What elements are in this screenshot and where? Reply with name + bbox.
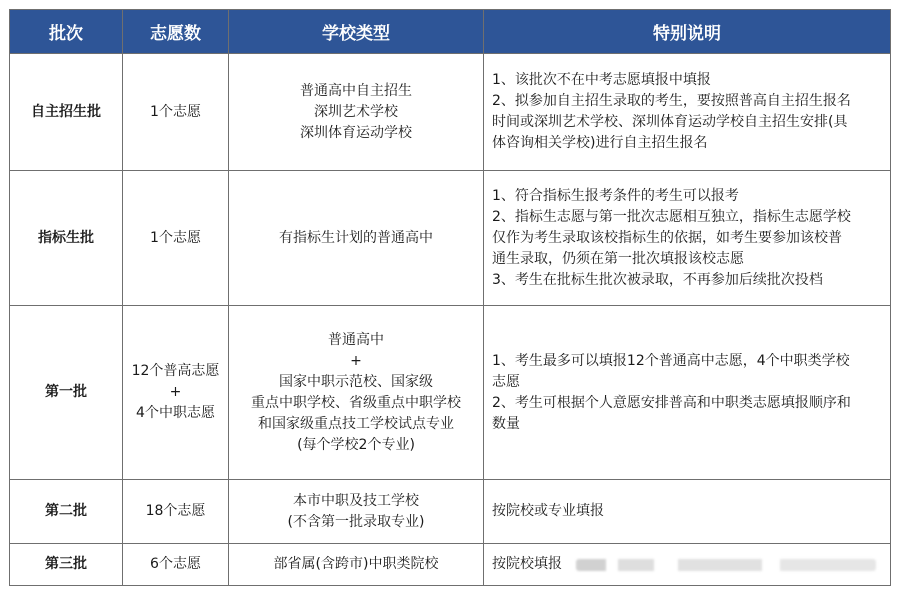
wish-count-cell: 1个志愿 [123,54,229,171]
notes-cell: 1、考生最多可以填报12个普通高中志愿，4个中职类学校 志愿 2、考生可根据个人意愿安排普高和中职类志愿填报顺序和 数量 [484,306,891,480]
header-wish-count: 志愿数 [123,10,229,54]
table-header-row [10,10,891,54]
table-row [10,54,891,171]
notes-cell: 1、该批次不在中考志愿填报中填报 2、拟参加自主招生录取的考生，要按照普高自主招生报名 时间或深圳艺术学校、深圳体育运动学校自主招生安排(具 体咨询相关学校)进行自主招生报名 [484,54,891,171]
batch-cell: 第一批 [10,306,123,480]
wish-count-cell: 18个志愿 [123,480,229,544]
table-row [10,171,891,306]
notes-cell: 按院校填报 [484,544,891,586]
school-type-cell: 部省属(含跨市)中职类院校 [229,544,484,586]
school-type-cell: 普通高中自主招生 深圳艺术学校 深圳体育运动学校 [229,54,484,171]
notes-cell: 按院校或专业填报 [484,480,891,544]
school-type-cell: 本市中职及技工学校 (不含第一批录取专业) [229,480,484,544]
school-type-cell: 普通高中 + 国家中职示范校、国家级 重点中职学校、省级重点中职学校 和国家级重点技工学校试点专业 (每个学校2个专业) [229,306,484,480]
batch-cell: 第三批 [10,544,123,586]
header-batch: 批次 [10,10,123,54]
table-row [10,306,891,480]
batch-cell: 第二批 [10,480,123,544]
admission-batch-table [9,9,891,586]
header-special-notes: 特别说明 [484,10,891,54]
table-row [10,480,891,544]
header-school-type: 学校类型 [229,10,484,54]
wish-count-cell: 6个志愿 [123,544,229,586]
batch-cell: 指标生批 [10,171,123,306]
school-type-cell: 有指标生计划的普通高中 [229,171,484,306]
wish-count-cell: 1个志愿 [123,171,229,306]
table-row [10,544,891,586]
watermark-blur [576,559,876,571]
wish-count-cell: 12个普高志愿 + 4个中职志愿 [123,306,229,480]
batch-cell: 自主招生批 [10,54,123,171]
notes-cell: 1、符合指标生报考条件的考生可以报考 2、指标生志愿与第一批次志愿相互独立，指标生志愿学校 仅作为考生录取该校指标生的依据，如考生要参加该校普 通生录取，仍须在第一批次填报该校志愿 3、考生在批标生批次被录取，不再参加后续批次投档 [484,171,891,306]
